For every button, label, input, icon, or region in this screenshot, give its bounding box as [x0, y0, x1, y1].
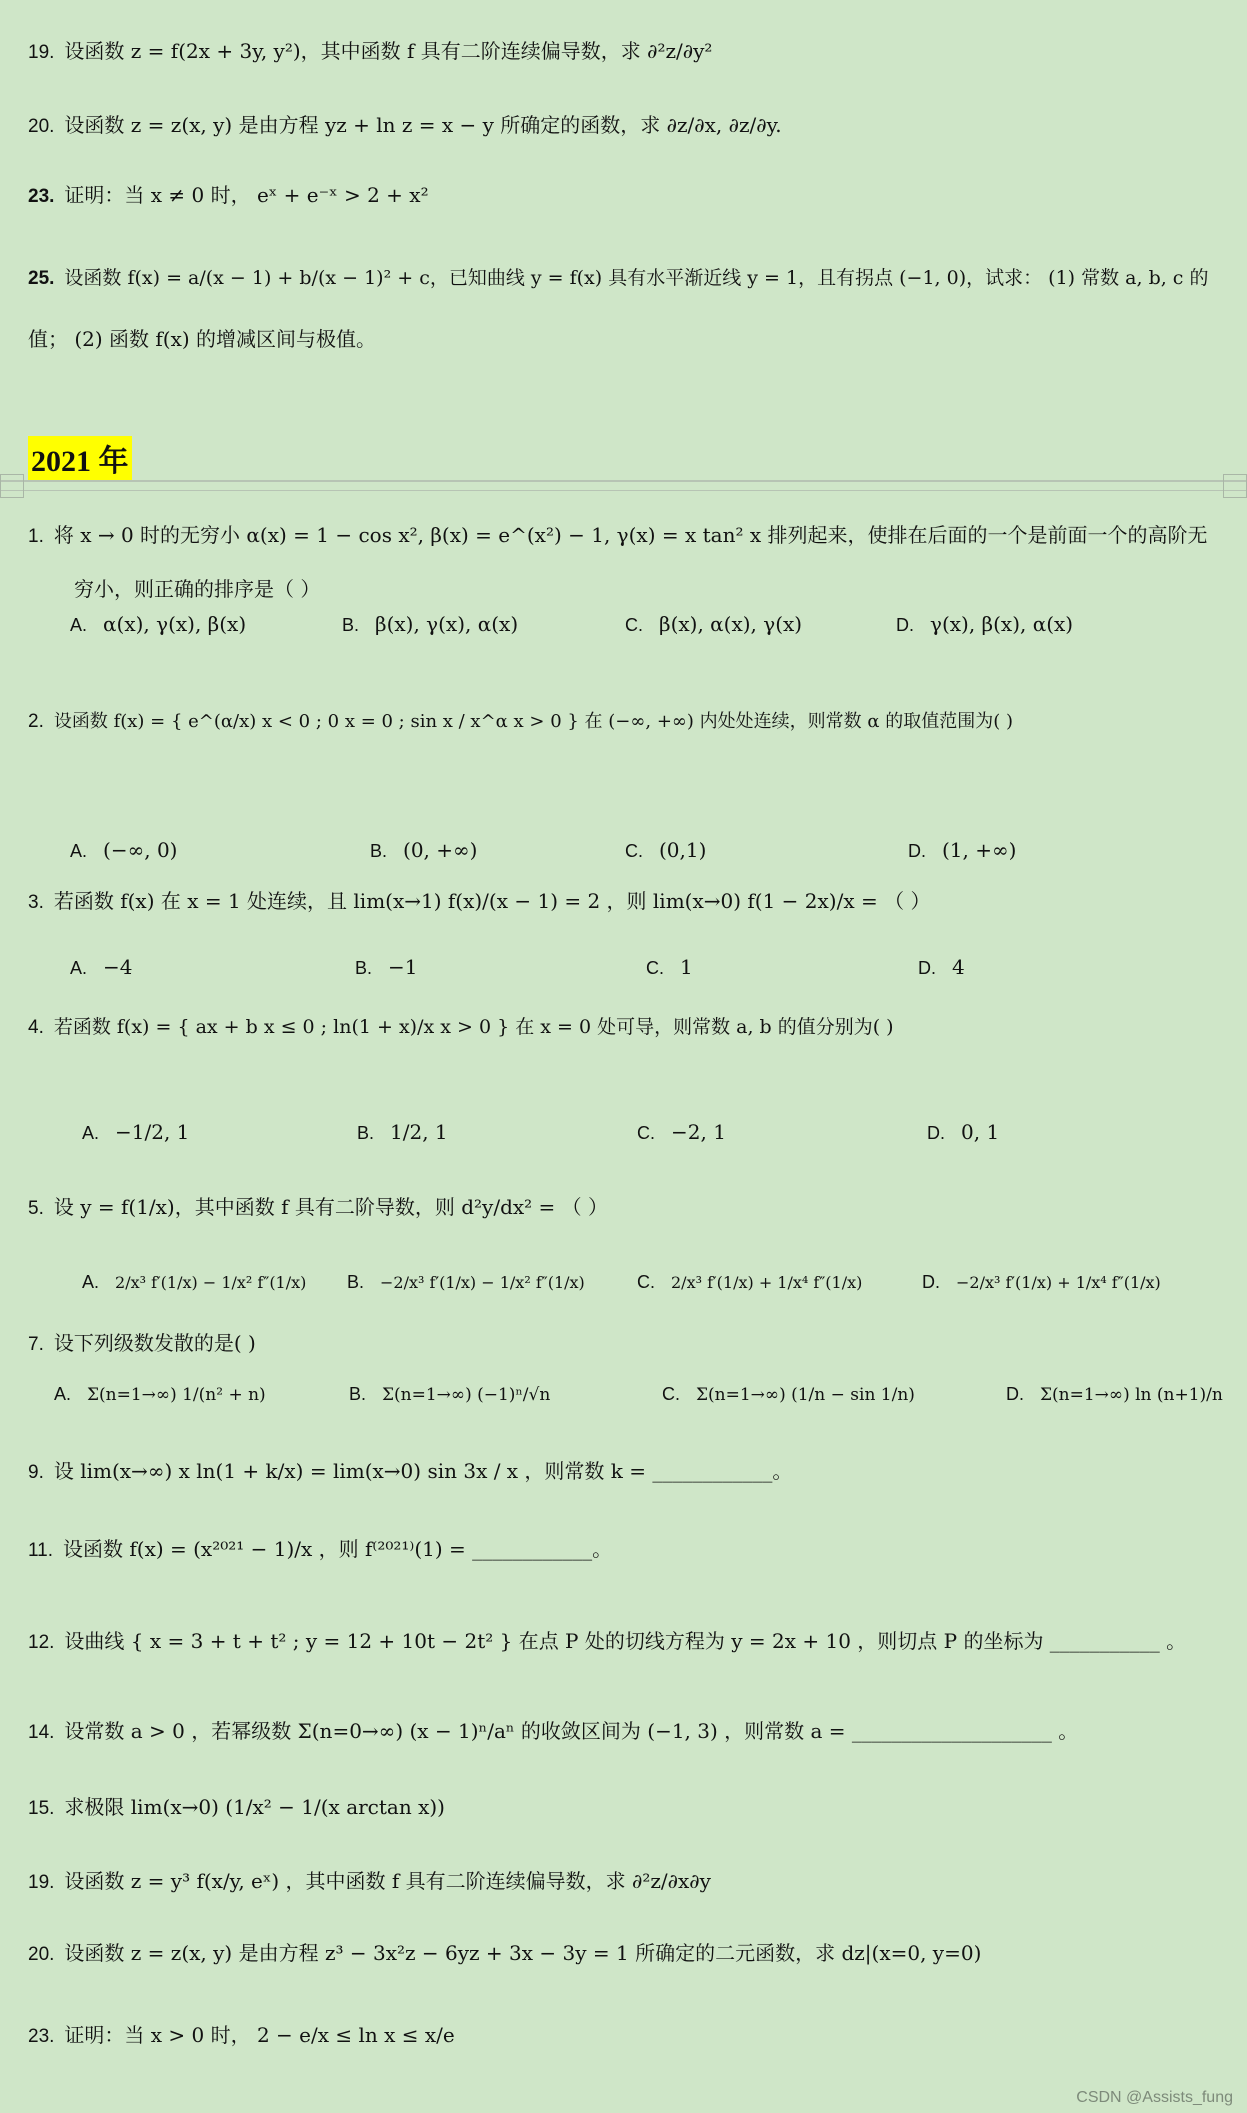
option-a[interactable]: A. (−∞, 0)	[70, 838, 178, 862]
question-text: 设曲线 { x = 3 + t + t² ; y = 12 + 10t − 2t² } 在点 P 处的切线方程为 y = 2x + 10 ，则切点 P 的坐标为 ___________ 。	[64, 1629, 1187, 1653]
option-b[interactable]: B. −1	[355, 955, 418, 979]
option-c[interactable]: C. −2, 1	[637, 1120, 726, 1144]
question-number: 12.	[28, 1632, 55, 1653]
question-number: 1.	[28, 526, 44, 547]
question-25	[28, 266, 1227, 292]
question-20-2021	[28, 1940, 1227, 1968]
option-a[interactable]: A. −4	[70, 955, 133, 979]
question-number: 7.	[28, 1334, 44, 1355]
question-9	[28, 1458, 1227, 1486]
question-25-continued	[28, 326, 1227, 352]
question-23	[28, 182, 1227, 210]
question-14	[28, 1718, 1227, 1746]
question-5	[28, 1194, 1227, 1222]
watermark: CSDN @Assists_fung	[1076, 2089, 1233, 2106]
page-divider	[0, 480, 1247, 482]
question-number: 11.	[28, 1540, 54, 1561]
question-text: 值； (2) 函数 f(x) 的增减区间与极值。	[28, 327, 377, 351]
option-c[interactable]: C. Σ(n=1→∞) (1/n − sin 1/n)	[662, 1384, 915, 1405]
question-number: 23.	[28, 186, 55, 207]
option-d[interactable]: D. 0, 1	[927, 1120, 1000, 1144]
option-d[interactable]: D. 4	[918, 955, 965, 979]
page-corner-left	[0, 474, 24, 498]
question-number: 20.	[28, 1944, 55, 1965]
option-d[interactable]: D. Σ(n=1→∞) ln (n+1)/n	[1006, 1384, 1223, 1405]
options-q4	[82, 1120, 1227, 1150]
question-number: 4.	[28, 1017, 44, 1038]
page-divider-secondary	[0, 490, 1247, 491]
question-number: 20.	[28, 116, 55, 137]
option-b[interactable]: B. 1/2, 1	[357, 1120, 448, 1144]
options-q2	[70, 838, 1227, 868]
question-number: 2.	[28, 711, 44, 732]
options-q5	[82, 1272, 1227, 1302]
question-text: 设 lim(x→∞) x ln(1 + k/x) = lim(x→0) sin 3x / x ，则常数 k = ____________。	[53, 1459, 793, 1483]
option-d[interactable]: D. γ(x), β(x), α(x)	[896, 612, 1074, 636]
question-2	[28, 710, 1227, 735]
question-11	[28, 1536, 1227, 1564]
question-7	[28, 1330, 1227, 1358]
question-number: 25.	[28, 268, 55, 289]
option-a[interactable]: A. −1/2, 1	[82, 1120, 190, 1144]
option-a[interactable]: A. α(x), γ(x), β(x)	[70, 612, 247, 636]
question-number: 5.	[28, 1198, 44, 1219]
question-20	[28, 112, 1227, 140]
option-c[interactable]: C. 1	[646, 955, 693, 979]
question-text: 设下列级数发散的是( )	[53, 1331, 256, 1355]
question-number: 3.	[28, 892, 44, 913]
question-text: 证明：当 x > 0 时， 2 − e/x ≤ ln x ≤ x/e	[64, 2023, 455, 2047]
question-text: 设函数 f(x) = a/(x − 1) + b/(x − 1)² + c，已知曲线 y = f(x) 具有水平渐近线 y = 1，且有拐点 (−1, 0)，试求： (1) 常数 a, b, c 的	[64, 267, 1209, 289]
question-text: 设函数 f(x) = (x²⁰²¹ − 1)/x ，则 f⁽²⁰²¹⁾(1) = ____________。	[63, 1537, 613, 1561]
question-text: 若函数 f(x) = { ax + b x ≤ 0 ; ln(1 + x)/x x > 0 } 在 x = 0 处可导，则常数 a, b 的值分别为( )	[53, 1016, 894, 1038]
question-text: 证明：当 x ≠ 0 时， eˣ + e⁻ˣ > 2 + x²	[64, 183, 429, 207]
question-number: 14.	[28, 1722, 55, 1743]
question-23-2021	[28, 2022, 1227, 2050]
option-a[interactable]: A. Σ(n=1→∞) 1/(n² + n)	[54, 1384, 266, 1405]
option-d[interactable]: D. (1, +∞)	[908, 838, 1017, 862]
question-text: 若函数 f(x) 在 x = 1 处连续，且 lim(x→1) f(x)/(x − 1) = 2 ，则 lim(x→0) f(1 − 2x)/x = （ ）	[53, 889, 931, 913]
question-text: 将 x → 0 时的无穷小 α(x) = 1 − cos x², β(x) = e^(x²) − 1, γ(x) = x tan² x 排列起来，使排在后面的一个是前面一个的高阶无	[53, 523, 1208, 547]
question-text: 穷小，则正确的排序是（ ）	[74, 577, 321, 601]
option-b[interactable]: B. (0, +∞)	[370, 838, 478, 862]
question-text: 求极限 lim(x→0) (1/x² − 1/(x arctan x))	[64, 1795, 445, 1819]
year-heading: 2021 年	[28, 436, 132, 480]
question-text: 设函数 z = z(x, y) 是由方程 yz + ln z = x − y 所确定的函数，求 ∂z/∂x, ∂z/∂y.	[64, 113, 782, 137]
options-q3	[70, 955, 1227, 985]
question-number: 15.	[28, 1798, 55, 1819]
question-number: 9.	[28, 1462, 44, 1483]
question-12	[28, 1628, 1227, 1656]
question-text: 设函数 z = y³ f(x/y, eˣ) ，其中函数 f 具有二阶连续偏导数，求 ∂²z/∂x∂y	[64, 1869, 711, 1893]
question-text: 设函数 z = z(x, y) 是由方程 z³ − 3x²z − 6yz + 3x − 3y = 1 所确定的二元函数，求 dz|(x=0, y=0)	[64, 1941, 982, 1965]
question-19	[28, 38, 1227, 66]
question-1-continued	[74, 576, 1227, 602]
option-b[interactable]: B. β(x), γ(x), α(x)	[342, 612, 519, 636]
question-number: 23.	[28, 2026, 55, 2047]
question-1	[28, 522, 1227, 550]
question-3	[28, 888, 1227, 916]
question-number: 19.	[28, 1872, 55, 1893]
option-c[interactable]: C. (0,1)	[625, 838, 707, 862]
option-c[interactable]: C. β(x), α(x), γ(x)	[625, 612, 803, 636]
page-corner-right	[1223, 474, 1247, 498]
option-d[interactable]: D. −2/x³ f′(1/x) + 1/x⁴ f″(1/x)	[922, 1272, 1161, 1292]
option-b[interactable]: B. Σ(n=1→∞) (−1)ⁿ/√n	[349, 1384, 551, 1405]
options-q7	[54, 1384, 1227, 1414]
options-q1	[70, 612, 1227, 642]
option-b[interactable]: B. −2/x³ f′(1/x) − 1/x² f″(1/x)	[347, 1272, 585, 1292]
question-number: 19.	[28, 42, 55, 63]
question-text: 设函数 f(x) = { e^(α/x) x < 0 ; 0 x = 0 ; sin x / x^α x > 0 } 在 (−∞, +∞) 内处处连续，则常数 α 的取值范围为( )	[53, 711, 1014, 732]
question-15	[28, 1794, 1227, 1822]
question-19-2021	[28, 1868, 1227, 1896]
question-text: 设函数 z = f(2x + 3y, y²)，其中函数 f 具有二阶连续偏导数，求 ∂²z/∂y²	[64, 39, 713, 63]
option-c[interactable]: C. 2/x³ f′(1/x) + 1/x⁴ f″(1/x)	[637, 1272, 863, 1292]
question-4	[28, 1015, 1227, 1041]
question-text: 设 y = f(1/x)，其中函数 f 具有二阶导数，则 d²y/dx² = （ ）	[53, 1195, 608, 1219]
option-a[interactable]: A. 2/x³ f′(1/x) − 1/x² f″(1/x)	[82, 1272, 307, 1292]
question-text: 设常数 a > 0 ，若幂级数 Σ(n=0→∞) (x − 1)ⁿ/aⁿ 的收敛区间为 (−1, 3) ，则常数 a = ____________________ 。	[64, 1719, 1079, 1743]
